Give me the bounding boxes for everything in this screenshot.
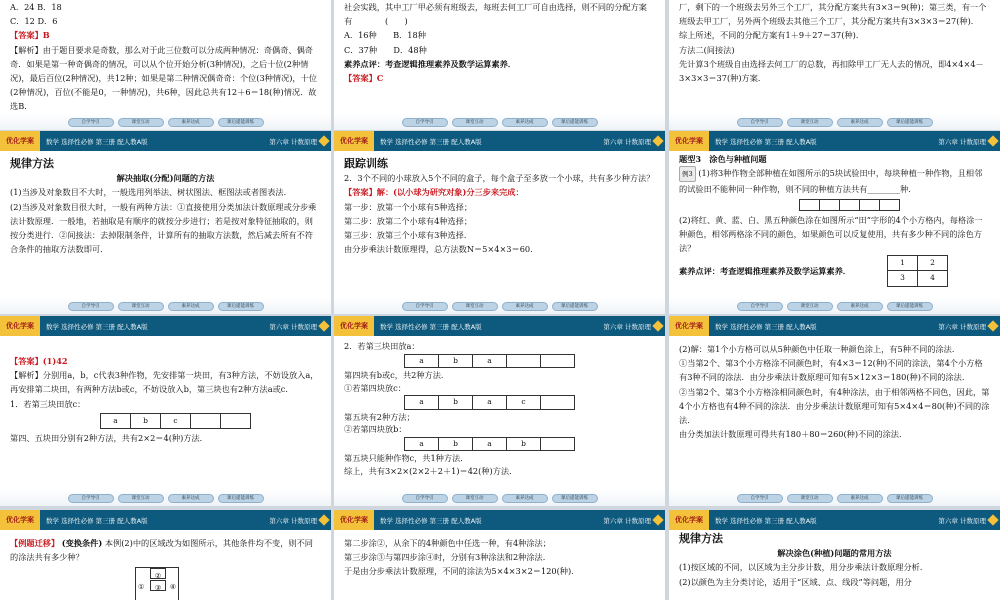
field-diagram: [799, 199, 900, 211]
logo: 优化学案: [669, 131, 709, 151]
explanation: 【解析】分别用a，b，c代表3种作物，先安排第一块田，有3种方法，不妨设放入a，再安排第二块田，有两种方法b或c，不妨设放入b，第三块也有2种方法a或c．: [10, 370, 319, 395]
footer-button[interactable]: 自学导引: [68, 118, 114, 127]
field-row: [404, 354, 575, 369]
footer-button[interactable]: 课堂互动: [787, 302, 833, 311]
region-label: ①: [138, 583, 145, 592]
question-text: (2)将红、黄、蓝、白、黑五种颜色涂在如图所示“田”字形的4个小方格内，每格涂一种颜色，相邻两格涂不同的颜色，如果颜色可以反复使用，共有多少种不同的涂色方法？: [679, 214, 983, 254]
field-cell: b: [439, 354, 473, 368]
field-cell: [820, 199, 840, 210]
field-row: [404, 437, 575, 452]
step-line: 于是由分步乘法计数原理，不同的涂法为5×4×3×2＝120(种)．: [344, 566, 580, 577]
logo: 优化学案: [669, 510, 709, 530]
footer-button[interactable]: 课堂互动: [787, 118, 833, 127]
literacy-note: 素养点评：考查逻辑推理素养及数学运算素养．: [679, 265, 851, 276]
question-text: (1)将3种作物全部种植在如图所示的5块试验田中，每块种植一种作物，且相邻的试验田不能种同一种作物，则不同的种植方法共有________种．: [679, 168, 983, 195]
field-cell: [880, 199, 900, 210]
footer-button[interactable]: 素养达成: [837, 302, 883, 311]
question-text: 社会实践，其中工厂甲必须有班级去，每班去何工厂可自由选择，则不同的分配方案有 ( ): [344, 2, 647, 27]
footer-button[interactable]: 课后提能训练: [218, 494, 264, 503]
example-title: 【例题迁移】: [10, 538, 60, 548]
footer-button[interactable]: 自学导引: [402, 494, 448, 503]
footer-button[interactable]: 课后提能训练: [552, 494, 598, 503]
logo: 优化学案: [334, 316, 374, 336]
footer-button[interactable]: 课堂互动: [118, 494, 164, 503]
literacy-note: 素养点评：考查逻辑推理素养及数学运算素养．: [344, 58, 516, 69]
slide-1[interactable]: [0, 0, 331, 130]
case-line: ②若第四块放b：: [344, 424, 407, 434]
logo: 优化学案: [0, 510, 40, 530]
case-line: 综上，共有3×2×(2×2＋2＋1)＝42(种)方法．: [344, 465, 518, 476]
footer-button[interactable]: 课后提能训练: [218, 302, 264, 311]
chapter-label: 第六章 计数原理: [269, 516, 317, 525]
footer-button[interactable]: 素养达成: [502, 302, 548, 311]
footer-button[interactable]: 自学导引: [68, 302, 114, 311]
field-cell: [221, 413, 251, 428]
footer-button[interactable]: 素养达成: [502, 494, 548, 503]
field-cell: b: [439, 437, 473, 451]
condition-tag: (变换条件): [61, 538, 103, 548]
footer-button[interactable]: 课后提能训练: [887, 494, 933, 503]
step-line: 由分步乘法计数原理得，总方法数N＝5×4×3＝60．: [344, 244, 539, 255]
pen-icon: [987, 514, 998, 525]
text-line: 厂，剩下的一个班级去另外三个工厂，其分配方案共有3×3＝9(种)；第三类，有一个班级去甲工厂，另外两个班级去其他三个工厂，其分配方案共有3×3×3＝27(种)．: [679, 2, 987, 27]
paragraph: 由分类加法计数原理可得共有180＋80＝260(种)不同的涂法．: [679, 429, 908, 440]
footer-button[interactable]: 素养达成: [502, 118, 548, 127]
grid-cell: 4: [918, 271, 948, 286]
footer-button[interactable]: 自学导引: [737, 494, 783, 503]
slide-header: [0, 131, 331, 151]
slide-3[interactable]: [669, 0, 1000, 130]
slide-header: [669, 316, 1000, 336]
field-cell: c: [507, 396, 541, 410]
slide-10[interactable]: [0, 510, 331, 600]
slide-footer: [669, 114, 1000, 130]
pen-icon: [652, 320, 663, 331]
field-cell: [507, 354, 541, 368]
text-line: 先计算3个班级自由选择去何工厂的总数，再扣除甲工厂无人去的情况，即4×4×4－3×3×3＝37(种)方案．: [679, 58, 984, 84]
step-line: 第一步：放第一个小球有5种选择；: [344, 201, 473, 212]
footer-button[interactable]: 素养达成: [837, 494, 883, 503]
region-diagram: [135, 567, 179, 600]
chapter-label: 第六章 计数原理: [938, 322, 986, 331]
slide-footer: [334, 298, 665, 314]
section-heading: 题型3 涂色与种植问题: [679, 154, 767, 164]
book-title: 数学 选择性必修 第三册 配人教A版: [380, 137, 482, 146]
footer-button[interactable]: 素养达成: [837, 118, 883, 127]
slide-header: [334, 131, 665, 151]
field-cell: a: [473, 354, 507, 368]
method-title: 解决涂色(种植)问题的常用方法: [777, 548, 892, 559]
slide-footer: [334, 114, 665, 130]
book-title: 数学 选择性必修 第三册 配人教A版: [46, 322, 148, 331]
footer-button[interactable]: 课堂互动: [118, 118, 164, 127]
footer-button[interactable]: 素养达成: [168, 302, 214, 311]
field-cell: a: [101, 413, 131, 428]
case-line: 第五块有2种方法；: [344, 411, 415, 422]
footer-button[interactable]: 课堂互动: [787, 494, 833, 503]
slide-footer: [0, 298, 331, 314]
slide-footer: [669, 490, 1000, 506]
footer-button[interactable]: 自学导引: [402, 118, 448, 127]
region-label: ②: [150, 568, 166, 579]
paragraph: (2)以颜色为主分类讨论，适用于“区域、点、线段”等问题，用分: [679, 576, 912, 587]
paragraph: (1)当涉及对象数目不大时，一般选用列举法、树状图法、框图法或者图表法．: [10, 187, 292, 198]
pen-icon: [318, 135, 329, 146]
answer: 【答案】解：(以小球为研究对象)分三步来完成：: [344, 187, 524, 198]
pen-icon: [318, 320, 329, 331]
logo: 优化学案: [334, 510, 374, 530]
field-cell: [541, 396, 575, 410]
grid-cell: 1: [888, 256, 918, 271]
chapter-label: 第六章 计数原理: [938, 516, 986, 525]
footer-button[interactable]: 自学导引: [68, 494, 114, 503]
field-cell: c: [161, 413, 191, 428]
footer-button[interactable]: 素养达成: [168, 118, 214, 127]
book-title: 数学 选择性必修 第三册 配人教A版: [46, 137, 148, 146]
section-heading: 规律方法: [10, 157, 54, 170]
footer-button[interactable]: 课后提能训练: [552, 302, 598, 311]
field-cell: a: [473, 396, 507, 410]
paragraph: (1)按区域的不同，以区域为主分步计数，用分步乘法计数原理分析．: [679, 562, 929, 573]
slide-8[interactable]: [334, 316, 665, 506]
grid-cell: 2: [918, 256, 948, 271]
slide-header: [0, 510, 331, 530]
grid-cell: 3: [888, 271, 918, 286]
choice-ab: A．24 B．18: [10, 2, 62, 12]
logo: 优化学案: [334, 131, 374, 151]
field-cell: [800, 199, 820, 210]
slide-4[interactable]: [0, 131, 331, 314]
slide-footer: [669, 298, 1000, 314]
field-row: [100, 413, 251, 429]
answer: 【答案】B: [10, 30, 50, 41]
chapter-label: 第六章 计数原理: [269, 322, 317, 331]
pen-icon: [987, 135, 998, 146]
slide-7[interactable]: [0, 316, 331, 506]
field-cell: a: [405, 396, 439, 410]
book-title: 数学 选择性必修 第三册 配人教A版: [715, 322, 817, 331]
footer-button[interactable]: 课堂互动: [452, 302, 498, 311]
book-title: 数学 选择性必修 第三册 配人教A版: [380, 516, 482, 525]
logo: 优化学案: [669, 316, 709, 336]
footer-button[interactable]: 课堂互动: [118, 302, 164, 311]
field-cell: [541, 437, 575, 451]
footer-button[interactable]: 课后提能训练: [887, 118, 933, 127]
choice-ab: A．16种 B．18种: [344, 30, 426, 41]
chapter-label: 第六章 计数原理: [938, 137, 986, 146]
field-cell: [860, 199, 880, 210]
chapter-label: 第六章 计数原理: [603, 516, 651, 525]
footer-button[interactable]: 课后提能训练: [218, 118, 264, 127]
field-cell: a: [405, 354, 439, 368]
book-title: 数学 选择性必修 第三册 配人教A版: [46, 516, 148, 525]
region-label: ④: [169, 583, 176, 592]
case-line: 2．若第三块田放a：: [344, 341, 420, 351]
paragraph: (2)解：第1个小方格可以从5种颜色中任取一种颜色涂上，有5种不同的涂法．: [679, 344, 961, 354]
case-line: 第五块只能种作物c，共1种方法．: [344, 453, 469, 463]
section-heading: 跟踪训练: [344, 157, 388, 170]
choice-cd: C．37种 D．48种: [344, 44, 427, 55]
region-label: ③: [150, 580, 166, 591]
book-title: 数学 选择性必修 第三册 配人教A版: [715, 516, 817, 525]
step-line: 第三步涂③与第四步涂④时，分别有3种涂法和2种涂法．: [344, 552, 551, 563]
footer-button[interactable]: 自学导引: [402, 302, 448, 311]
pen-icon: [318, 514, 329, 525]
step-line: 第三步：放第三个小球有3种选择．: [344, 230, 473, 241]
question-text: 2．3个不同的小球放入5个不同的盒子，每个盒子至多放一个小球，共有多少种方法？: [344, 173, 655, 184]
slide-12[interactable]: [669, 510, 1000, 600]
slide-9[interactable]: [669, 316, 1000, 506]
field-cell: [840, 199, 860, 210]
answer: 【答案】C: [344, 73, 384, 84]
grid-diagram: [887, 255, 948, 286]
logo: 优化学案: [0, 131, 40, 151]
slide-header: [669, 131, 1000, 151]
example-badge: 例3: [679, 166, 696, 182]
slide-header: [334, 316, 665, 336]
footer-button[interactable]: 课堂互动: [452, 118, 498, 127]
slide-header: [334, 510, 665, 530]
case-line: ①若第四块放c：: [344, 382, 406, 393]
field-cell: b: [131, 413, 161, 428]
question-text: 本例(2)中的区域改为如图所示，其他条件均不变，则不同的涂法共有多少种？: [10, 538, 313, 563]
slide-6[interactable]: [669, 131, 1000, 314]
slide-footer: [0, 490, 331, 506]
book-title: 数学 选择性必修 第三册 配人教A版: [380, 322, 482, 331]
step-line: 第二步涂②，从余下的4种颜色中任选一种，有4种涂法；: [344, 538, 551, 548]
slide-11[interactable]: [334, 510, 665, 600]
field-cell: a: [405, 437, 439, 451]
paragraph: ①当第2个、第3个小方格涂不同颜色时，有4×3＝12(种)不同的涂法，第4个小方格有3种不同的涂法．由分步乘法计数原理可知有5×12×3＝180(种)不同的涂法．: [679, 358, 983, 383]
case-line: 第四、五块田分别有2种方法，共有2×2＝4(种)方法．: [10, 433, 208, 444]
footer-button[interactable]: 自学导引: [737, 302, 783, 311]
slide-footer: [0, 114, 331, 130]
field-cell: b: [507, 437, 541, 451]
field-row: [404, 395, 575, 410]
answer: 【答案】(1)42: [10, 356, 68, 366]
field-cell: [541, 354, 575, 368]
pen-icon: [652, 135, 663, 146]
chapter-label: 第六章 计数原理: [603, 137, 651, 146]
case-line: 第四块有b或c，共2种方法．: [344, 370, 450, 380]
footer-button[interactable]: 课后提能训练: [552, 118, 598, 127]
footer-button[interactable]: 素养达成: [168, 494, 214, 503]
slide-header: [669, 510, 1000, 530]
text-line: 综上所述，不同的分配方案有1＋9＋27＝37(种)．: [679, 30, 865, 41]
paragraph: (2)当涉及对象数目很大时，一般有两种方法：①直接使用分类加法计数原理或分步乘法计数原理．一般地，若抽取是有顺序的就按分步进行；若是按对象特征抽取的，则按分类进行．②间接法：去掉限制条件，计算所有的抽取方法数，然后减去所有不符合条件的抽取方法数即可．: [10, 201, 317, 255]
slide-header: [0, 316, 331, 336]
logo: 优化学案: [0, 316, 40, 336]
field-cell: [191, 413, 221, 428]
text-line: 方法二(间接法): [679, 44, 735, 55]
pen-icon: [652, 514, 663, 525]
explanation: 【解析】由于题目要求是奇数，那么对于此三位数可以分成两种情况：奇偶奇、偶奇奇．如果是第一种奇偶奇的情况，可以从个位开始分析(3种情况)，之后十位(2种情况)，最后百位(2种情况)，共12种；如果是第二种情况偶奇奇：个位(3种情况)，十位(2种情况)，百位(不能是0，一种情况)，共6种，因此总共有12＋6＝18(种)情况．故选B．: [10, 44, 317, 112]
footer-button[interactable]: 课后提能训练: [887, 302, 933, 311]
book-title: 数学 选择性必修 第三册 配人教A版: [715, 137, 817, 146]
step-line: 第二步：放第二个小球有4种选择；: [344, 215, 473, 226]
chapter-label: 第六章 计数原理: [269, 137, 317, 146]
choice-cd: C．12 D．6: [10, 16, 58, 27]
footer-button[interactable]: 自学导引: [737, 118, 783, 127]
paragraph: ②当第2个、第3个小方格涂相同颜色时，有4种涂法，由于相邻两格不同色，因此，第4个小方格也有4种不同的涂法．由分步乘法计数原理可知有5×4×4＝80(种)不同的涂法．: [679, 386, 990, 426]
chapter-label: 第六章 计数原理: [603, 322, 651, 331]
section-heading: 规律方法: [679, 532, 723, 545]
method-title: 解决抽取(分配)问题的方法: [116, 173, 215, 184]
slide-2[interactable]: [334, 0, 665, 130]
footer-button[interactable]: 课堂互动: [452, 494, 498, 503]
slide-5[interactable]: [334, 131, 665, 314]
field-cell: a: [473, 437, 507, 451]
pen-icon: [987, 320, 998, 331]
slide-footer: [334, 490, 665, 506]
case-line: 1．若第三块田放c：: [10, 398, 86, 409]
field-cell: b: [439, 396, 473, 410]
